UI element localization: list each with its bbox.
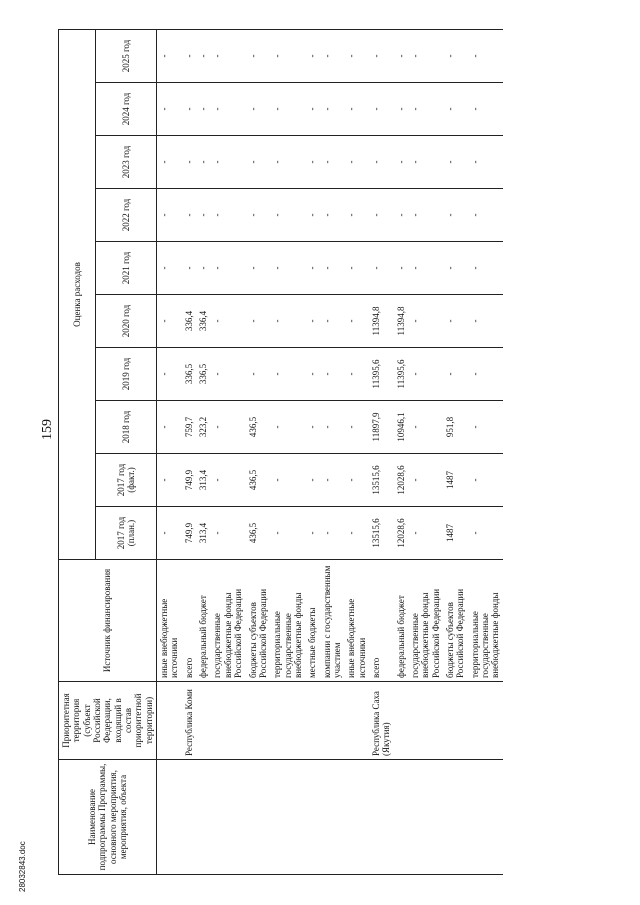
cell-value: -: [408, 401, 443, 454]
cell-value: -: [305, 295, 319, 348]
cell-value: 13515,6: [369, 454, 394, 507]
cell-value: -: [408, 189, 443, 242]
cell-name: [344, 760, 369, 875]
cell-name: [210, 760, 245, 875]
cell-source: федеральный бюджет: [394, 560, 408, 682]
cell-value: -: [443, 295, 468, 348]
cell-value: -: [468, 30, 503, 83]
cell-value: -: [270, 83, 305, 136]
cell-source: иные внебюджетные источники: [344, 560, 369, 682]
cell-territory: [468, 682, 503, 760]
cell-value: -: [196, 30, 210, 83]
cell-value: -: [320, 189, 345, 242]
cell-value: 323,2: [196, 401, 210, 454]
cell-value: 436,5: [246, 401, 271, 454]
cell-value: -: [320, 348, 345, 401]
cell-value: -: [394, 30, 408, 83]
cell-source: государственные внебюджетные фонды Российской Федерации: [210, 560, 245, 682]
cell-source: компании с государственным участием: [320, 560, 345, 682]
cell-source: бюджеты субъектов Российской Федерации: [443, 560, 468, 682]
cell-value: 13515,6: [369, 507, 394, 560]
cell-value: -: [270, 454, 305, 507]
cell-value: -: [394, 136, 408, 189]
cell-value: 336,4: [182, 295, 196, 348]
cell-value: 436,5: [246, 454, 271, 507]
cell-value: 436,5: [246, 507, 271, 560]
cell-value: -: [468, 401, 503, 454]
cell-value: -: [182, 83, 196, 136]
cell-value: -: [305, 348, 319, 401]
cell-source: всего: [369, 560, 394, 682]
cell-value: -: [157, 83, 182, 136]
cell-value: -: [443, 348, 468, 401]
header-year: 2017 год (факт.): [95, 454, 156, 507]
header-year: 2021 год: [95, 242, 156, 295]
table-row: [305, 30, 319, 875]
cell-value: -: [468, 507, 503, 560]
cell-source: бюджеты субъектов Российской Федерации: [246, 560, 271, 682]
cell-value: -: [320, 30, 345, 83]
cell-value: -: [369, 242, 394, 295]
cell-value: -: [246, 136, 271, 189]
cell-value: 749,9: [182, 454, 196, 507]
header-year: 2022 год: [95, 189, 156, 242]
cell-source: местные бюджеты: [305, 560, 319, 682]
cell-value: -: [468, 136, 503, 189]
cell-value: -: [408, 295, 443, 348]
cell-value: 1487: [443, 507, 468, 560]
cell-value: -: [468, 348, 503, 401]
cell-territory: [210, 682, 245, 760]
expense-table: [58, 29, 503, 875]
cell-value: 759,7: [182, 401, 196, 454]
cell-territory: [394, 682, 408, 760]
cell-value: -: [196, 136, 210, 189]
cell-source: территориальные государственные внебюджетные фонды: [468, 560, 503, 682]
cell-name: [394, 760, 408, 875]
cell-value: -: [344, 83, 369, 136]
header-estimate: Оценка расходов: [59, 30, 96, 560]
cell-value: -: [157, 401, 182, 454]
cell-value: -: [394, 189, 408, 242]
table-row: [443, 30, 468, 875]
header-year: 2019 год: [95, 348, 156, 401]
cell-value: -: [196, 189, 210, 242]
cell-value: 10946,1: [394, 401, 408, 454]
cell-value: 336,5: [182, 348, 196, 401]
cell-value: -: [394, 83, 408, 136]
cell-source: территориальные государственные внебюджетные фонды: [270, 560, 305, 682]
cell-value: -: [305, 242, 319, 295]
cell-value: -: [157, 136, 182, 189]
cell-value: -: [320, 454, 345, 507]
cell-value: -: [157, 295, 182, 348]
cell-name: [408, 760, 443, 875]
cell-value: -: [394, 242, 408, 295]
cell-value: -: [468, 242, 503, 295]
cell-value: -: [182, 30, 196, 83]
cell-value: -: [305, 507, 319, 560]
cell-value: -: [246, 295, 271, 348]
cell-value: -: [320, 507, 345, 560]
cell-value: -: [344, 136, 369, 189]
cell-value: -: [305, 136, 319, 189]
cell-name: [468, 760, 503, 875]
cell-value: -: [246, 83, 271, 136]
cell-territory: [246, 682, 271, 760]
cell-territory: [305, 682, 319, 760]
cell-source: федеральный бюджет: [196, 560, 210, 682]
cell-value: -: [305, 401, 319, 454]
cell-value: -: [182, 136, 196, 189]
cell-value: -: [246, 242, 271, 295]
cell-value: -: [210, 348, 245, 401]
cell-value: -: [468, 83, 503, 136]
cell-value: -: [443, 136, 468, 189]
cell-value: 11395,6: [369, 348, 394, 401]
cell-value: -: [369, 189, 394, 242]
cell-value: -: [210, 189, 245, 242]
cell-value: 11394,8: [394, 295, 408, 348]
cell-value: -: [344, 348, 369, 401]
cell-value: -: [270, 242, 305, 295]
cell-name: [305, 760, 319, 875]
cell-value: 336,5: [196, 348, 210, 401]
cell-territory: [270, 682, 305, 760]
cell-value: -: [344, 507, 369, 560]
table-row: [246, 30, 271, 875]
table-row: [369, 30, 394, 875]
cell-value: -: [210, 30, 245, 83]
cell-source: иные внебюджетные источники: [157, 560, 182, 682]
cell-value: -: [443, 242, 468, 295]
cell-value: -: [270, 136, 305, 189]
cell-name: [270, 760, 305, 875]
cell-value: -: [270, 189, 305, 242]
cell-value: -: [210, 83, 245, 136]
cell-value: -: [344, 295, 369, 348]
footer-file-code: 28032843.doc: [18, 841, 27, 892]
header-name: Наименование подпрограммы Программы, основного мероприятия, мероприятия, объекта: [59, 760, 157, 875]
cell-value: -: [270, 30, 305, 83]
cell-value: -: [408, 136, 443, 189]
table-row: [157, 30, 182, 875]
cell-value: -: [344, 30, 369, 83]
cell-name: [196, 760, 210, 875]
table-row: [320, 30, 345, 875]
cell-value: -: [344, 189, 369, 242]
cell-value: 749,9: [182, 507, 196, 560]
cell-value: 336,4: [196, 295, 210, 348]
cell-value: -: [182, 242, 196, 295]
table-row: [394, 30, 408, 875]
cell-value: 11897,9: [369, 401, 394, 454]
cell-value: -: [369, 30, 394, 83]
cell-value: -: [305, 454, 319, 507]
cell-value: -: [157, 348, 182, 401]
cell-value: 313,4: [196, 507, 210, 560]
cell-value: 313,4: [196, 454, 210, 507]
cell-value: -: [196, 83, 210, 136]
cell-territory: [196, 682, 210, 760]
cell-value: -: [270, 507, 305, 560]
cell-value: -: [408, 83, 443, 136]
header-year: 2018 год: [95, 401, 156, 454]
cell-value: -: [246, 189, 271, 242]
cell-value: -: [468, 454, 503, 507]
cell-value: -: [443, 189, 468, 242]
cell-name: [369, 760, 394, 875]
cell-value: -: [443, 83, 468, 136]
table-row: [408, 30, 443, 875]
cell-value: -: [369, 136, 394, 189]
rotated-table-container: [58, 30, 630, 875]
cell-value: -: [270, 295, 305, 348]
cell-territory: Республика Саха (Якутия): [369, 682, 394, 760]
cell-territory: [320, 682, 345, 760]
table-body: [157, 30, 503, 875]
cell-value: -: [408, 30, 443, 83]
cell-name: [246, 760, 271, 875]
cell-value: -: [320, 401, 345, 454]
cell-value: 1487: [443, 454, 468, 507]
cell-value: -: [270, 401, 305, 454]
cell-value: -: [344, 242, 369, 295]
header-territory: Приоритетная территория (субъект Российской Федерации, входящий в состав приоритетной территории): [59, 682, 157, 760]
cell-value: -: [157, 30, 182, 83]
cell-value: -: [210, 507, 245, 560]
cell-value: -: [210, 136, 245, 189]
cell-value: -: [182, 189, 196, 242]
page-number: 159: [40, 419, 55, 440]
cell-value: -: [210, 295, 245, 348]
cell-value: -: [344, 454, 369, 507]
cell-value: -: [305, 30, 319, 83]
table-row: [182, 30, 196, 875]
cell-value: -: [305, 83, 319, 136]
cell-value: 12028,6: [394, 507, 408, 560]
cell-value: -: [408, 348, 443, 401]
cell-value: -: [305, 189, 319, 242]
cell-value: -: [246, 30, 271, 83]
header-source: Источник финансирования: [59, 560, 157, 682]
cell-value: -: [210, 401, 245, 454]
cell-territory: Республика Коми: [182, 682, 196, 760]
header-year: 2024 год: [95, 83, 156, 136]
cell-value: -: [344, 401, 369, 454]
cell-value: -: [408, 507, 443, 560]
cell-value: -: [320, 242, 345, 295]
cell-value: -: [468, 189, 503, 242]
header-year: 2023 год: [95, 136, 156, 189]
table-header: [59, 30, 157, 875]
cell-value: 12028,6: [394, 454, 408, 507]
table-row: [270, 30, 305, 875]
cell-value: -: [210, 454, 245, 507]
cell-source: государственные внебюджетные фонды Российской Федерации: [408, 560, 443, 682]
cell-value: -: [320, 295, 345, 348]
cell-value: -: [408, 242, 443, 295]
cell-value: -: [157, 454, 182, 507]
cell-value: -: [443, 30, 468, 83]
table-row: [210, 30, 245, 875]
cell-value: 11394,8: [369, 295, 394, 348]
header-year: 2017 год (план.): [95, 507, 156, 560]
table-row: [468, 30, 503, 875]
cell-name: [182, 760, 196, 875]
table-row: [344, 30, 369, 875]
cell-value: -: [468, 295, 503, 348]
cell-territory: [443, 682, 468, 760]
cell-name: [320, 760, 345, 875]
cell-value: -: [246, 348, 271, 401]
cell-value: 951,8: [443, 401, 468, 454]
header-year: 2020 год: [95, 295, 156, 348]
cell-value: -: [270, 348, 305, 401]
header-year: 2025 год: [95, 30, 156, 83]
cell-territory: [157, 682, 182, 760]
table-row: [196, 30, 210, 875]
cell-territory: [344, 682, 369, 760]
cell-value: -: [157, 189, 182, 242]
cell-value: -: [408, 454, 443, 507]
cell-value: -: [320, 83, 345, 136]
cell-value: -: [196, 242, 210, 295]
cell-territory: [408, 682, 443, 760]
cell-value: -: [157, 242, 182, 295]
cell-name: [443, 760, 468, 875]
cell-name: [157, 760, 182, 875]
cell-value: -: [369, 83, 394, 136]
cell-source: всего: [182, 560, 196, 682]
cell-value: -: [157, 507, 182, 560]
cell-value: 11395,6: [394, 348, 408, 401]
cell-value: -: [320, 136, 345, 189]
cell-value: -: [210, 242, 245, 295]
